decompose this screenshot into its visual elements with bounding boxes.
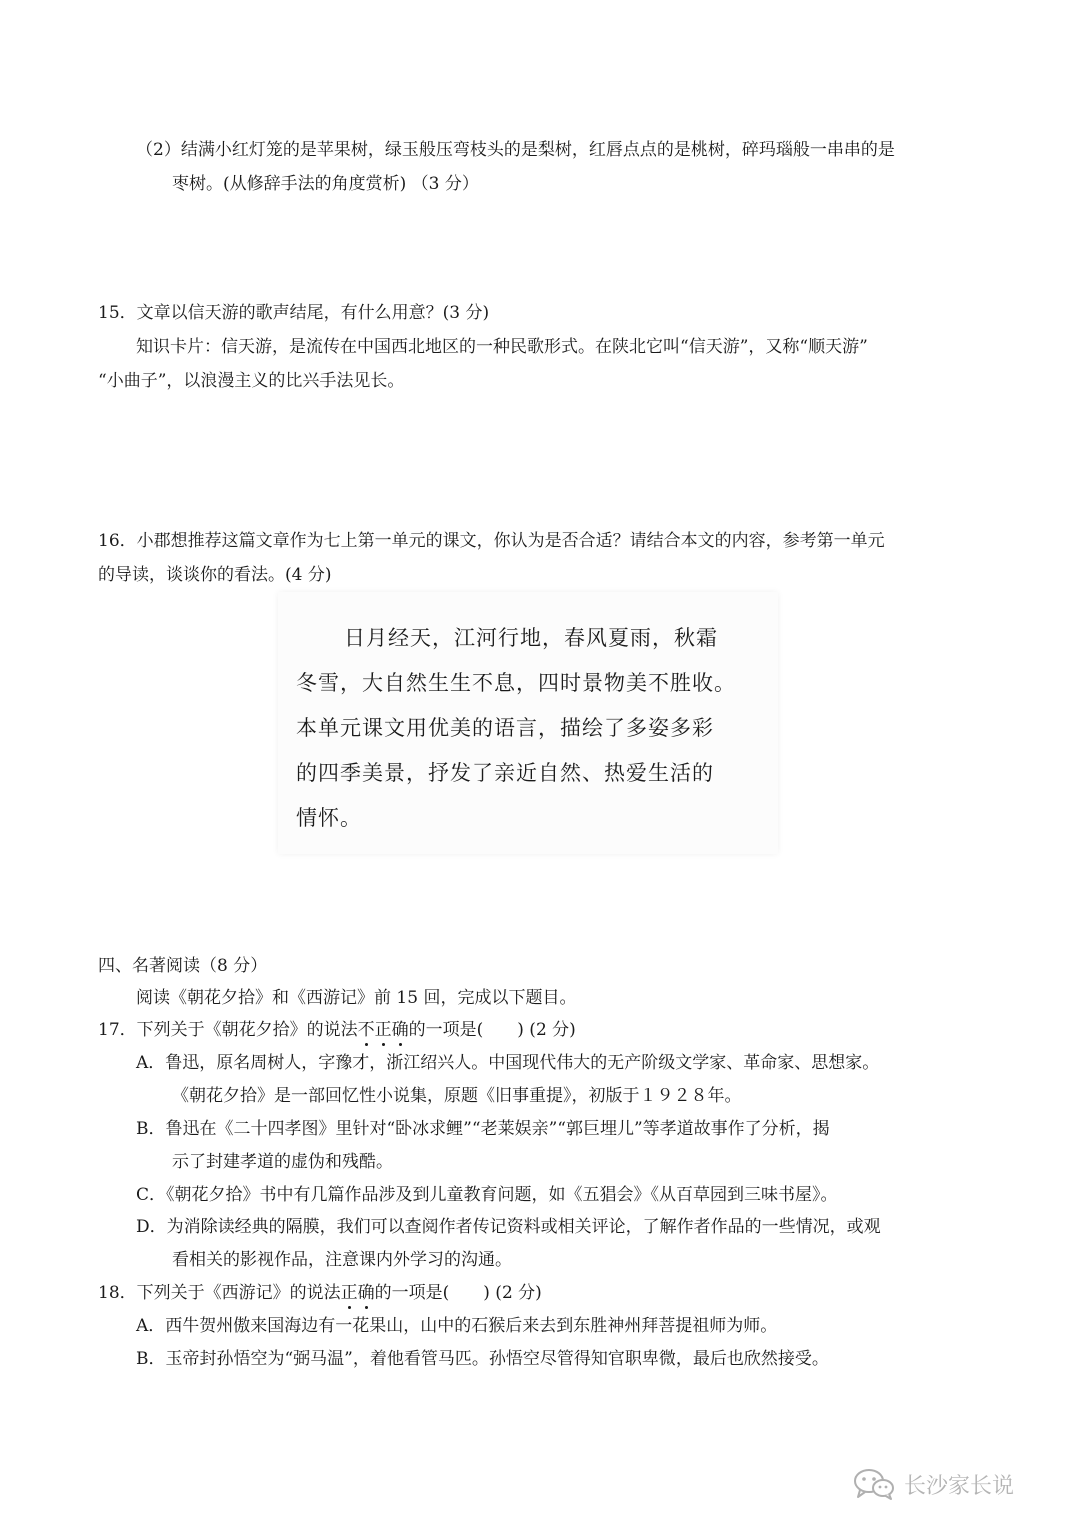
q17-option-a-line2: 《朝花夕拾》是一部回忆性小说集，原题《旧事重提》，初版于１９２８年。 — [172, 1086, 742, 1106]
q17-option-d-line1: D．为消除读经典的隔膜，我们可以查阅作者传记资料或相关评论，了解作者作品的一些情况，或观 — [136, 1217, 881, 1237]
guide-line-2: 冬雪，大自然生生不息，四时景物美不胜收。 — [296, 671, 736, 695]
q18-stem-pre: 18．下列关于《西游记》的说法 — [98, 1283, 341, 1303]
q15-knowledge-card-line1: 知识卡片：信天游，是流传在中国西北地区的一种民歌形式。在陕北它叫“信天游”，又称“顺天游” — [136, 337, 868, 357]
guide-line-4: 的四季美景，抒发了亲近自然、热爱生活的 — [296, 761, 714, 785]
q15-knowledge-card-line2: “小曲子”，以浪漫主义的比兴手法见长。 — [98, 371, 405, 391]
q17-option-a-line1: A．鲁迅，原名周树人，字豫才，浙江绍兴人。中国现代伟大的无产阶级文学家、革命家、思想家。 — [136, 1053, 880, 1073]
q14-2-line2: 枣树。(从修辞手法的角度赏析) （3 分） — [172, 174, 479, 194]
q17-option-d-line2: 看相关的影视作品，注意课内外学习的沟通。 — [172, 1250, 512, 1270]
emphasis-char: 确 — [391, 1020, 409, 1040]
emphasis-char: 正 — [340, 1283, 358, 1303]
watermark-text: 长沙家长说 — [904, 1473, 1015, 1499]
emphasis-char: 不 — [357, 1020, 375, 1040]
q18-stem-post: 的一项是( ) (2 分) — [374, 1283, 542, 1303]
guide-line-3: 本单元课文用优美的语言，描绘了多姿多彩 — [296, 716, 714, 740]
q17-option-b-line2: 示了封建孝道的虚伪和残酷。 — [172, 1152, 393, 1172]
q17-stem — [98, 1019, 576, 1041]
q16-stem-line1: 16．小郡想推荐这篇文章作为七上第一单元的课文，你认为是否合适？请结合本文的内容，参考第一单元 — [98, 531, 885, 551]
q15-stem: 15．文章以信天游的歌声结尾，有什么用意？(3 分) — [98, 303, 490, 323]
q18-stem — [98, 1282, 542, 1304]
q17-option-c-line1: C．《朝花夕拾》书中有几篇作品涉及到儿童教育问题，如《五猖会》《从百草园到三味书屋》。 — [136, 1185, 838, 1205]
q17-option-b-line1: B．鲁迅在《二十四孝图》里针对“卧冰求鲤”“老莱娱亲”“郭巨埋儿”等孝道故事作了分析，揭 — [136, 1119, 830, 1139]
guide-line-1: 日月经天，江河行地，春风夏雨，秋霜 — [344, 626, 718, 650]
emphasis-char: 确 — [357, 1283, 375, 1303]
guide-line-5: 情怀。 — [296, 806, 362, 830]
wechat-icon — [852, 1467, 896, 1501]
q17-stem-post: 的一项是( ) (2 分) — [408, 1020, 576, 1040]
q16-stem-line2: 的导读，谈谈你的看法。(4 分) — [98, 565, 332, 585]
q18-option-b-line1: B．玉帝封孙悟空为“弼马温”，着他看管马匹。孙悟空尽管得知官职卑微，最后也欣然接受。 — [136, 1349, 829, 1369]
unit-guide-box — [278, 592, 778, 854]
emphasis-char: 正 — [374, 1020, 392, 1040]
q17-stem-pre: 17．下列关于《朝花夕拾》的说法 — [98, 1020, 358, 1040]
q18-option-a-line1: A．西牛贺州傲来国海边有一花果山，山中的石猴后来去到东胜神州拜菩提祖师为师。 — [136, 1316, 778, 1336]
section4-title: 四、名著阅读（8 分） — [98, 956, 268, 976]
section4-intro: 阅读《朝花夕拾》和《西游记》前 15 回，完成以下题目。 — [136, 988, 577, 1008]
watermark — [852, 1466, 1014, 1502]
q14-2-line1: （2）结满小红灯笼的是苹果树，绿玉般压弯枝头的是梨树，红唇点点的是桃树，碎玛瑙般一串串的是 — [136, 140, 895, 160]
